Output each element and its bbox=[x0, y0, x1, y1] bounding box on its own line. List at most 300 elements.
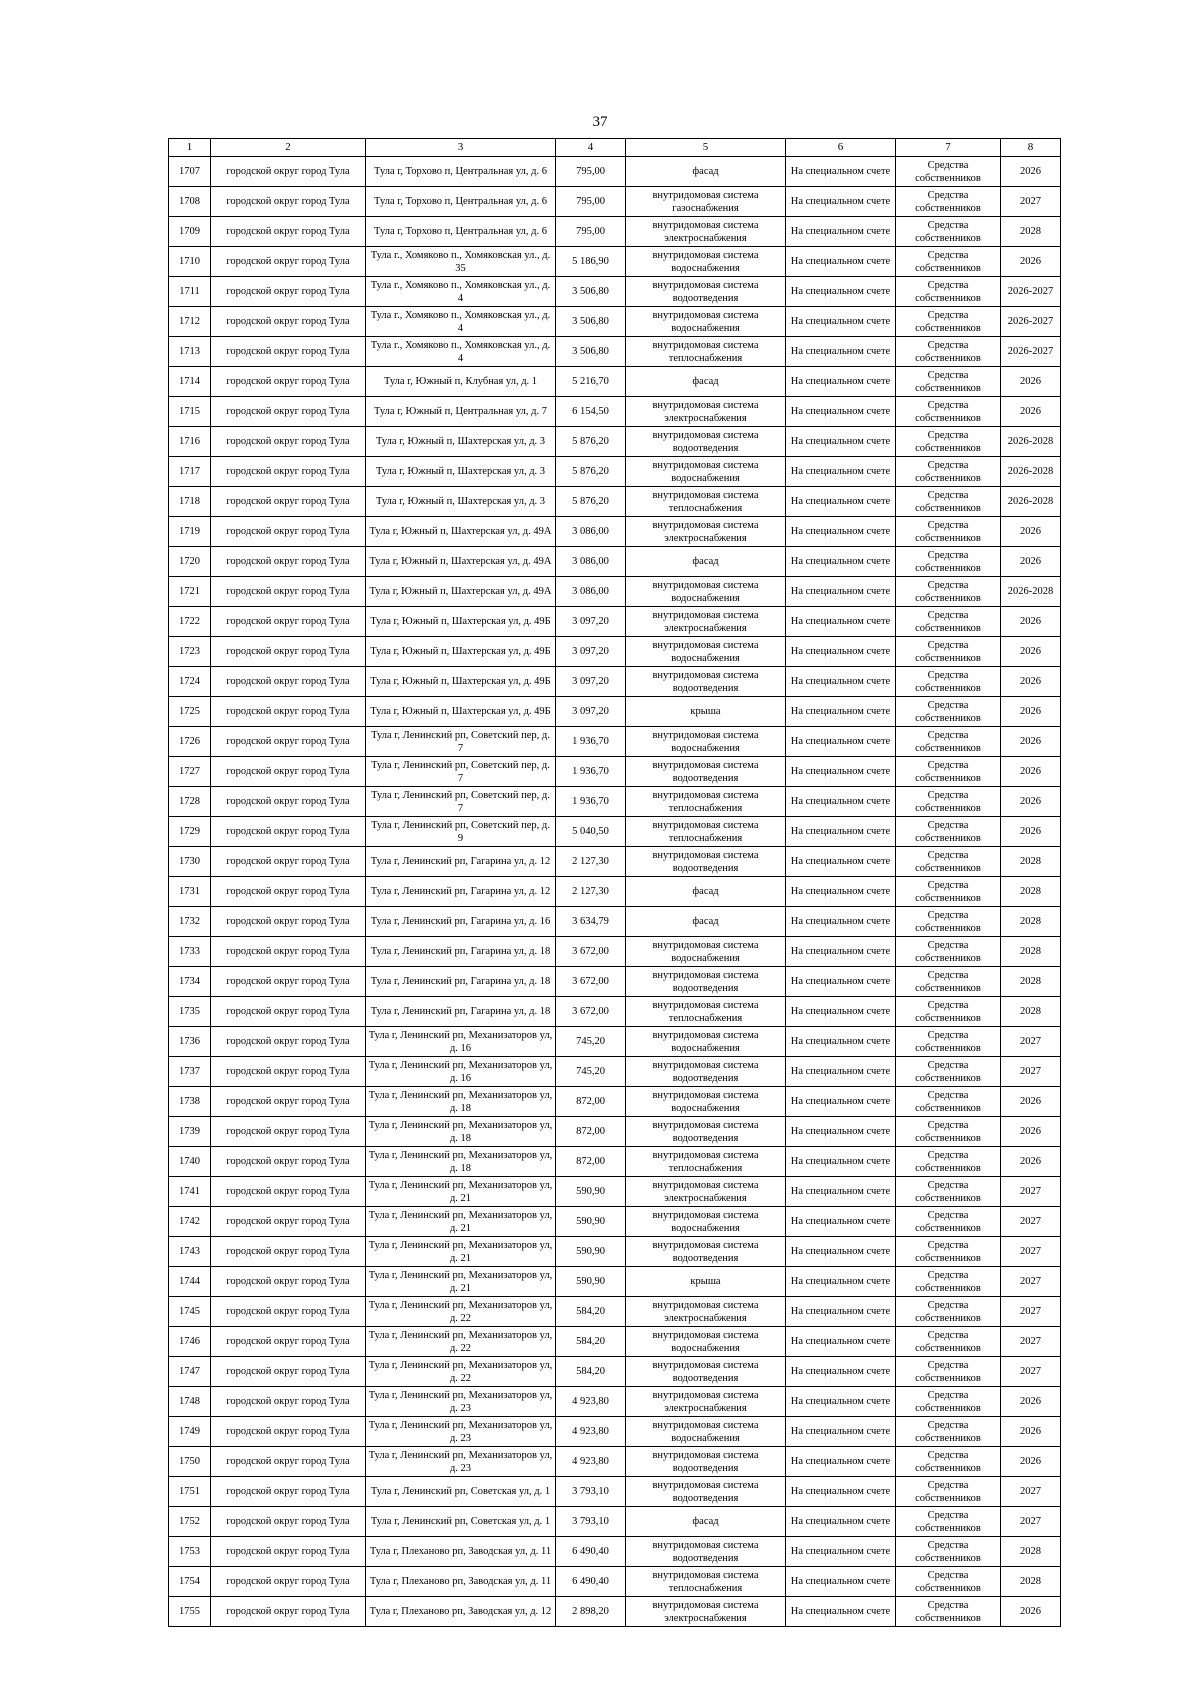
municipality-cell: городской округ город Тула bbox=[211, 937, 366, 967]
fund-account-cell: На специальном счете bbox=[786, 1597, 896, 1627]
address-cell: Тула г, Южный п, Шахтерская ул, д. 3 bbox=[366, 487, 556, 517]
fund-account-cell: На специальном счете bbox=[786, 187, 896, 217]
funding-source-cell: Средства собственников bbox=[896, 1057, 1001, 1087]
total-area-cell: 6 490,40 bbox=[556, 1567, 626, 1597]
funding-source-cell: Средства собственников bbox=[896, 637, 1001, 667]
funding-source-cell: Средства собственников bbox=[896, 787, 1001, 817]
fund-account-cell: На специальном счете bbox=[786, 157, 896, 187]
fund-account-cell: На специальном счете bbox=[786, 667, 896, 697]
funding-source-cell: Средства собственников bbox=[896, 1447, 1001, 1477]
row-number-cell: 1741 bbox=[169, 1177, 211, 1207]
row-number-cell: 1732 bbox=[169, 907, 211, 937]
funding-source-cell: Средства собственников bbox=[896, 877, 1001, 907]
table-row bbox=[169, 1387, 1061, 1417]
municipality-cell: городской округ город Тула bbox=[211, 277, 366, 307]
column-header: 7 bbox=[896, 139, 1001, 157]
table-row bbox=[169, 457, 1061, 487]
municipality-cell: городской округ город Тула bbox=[211, 1357, 366, 1387]
table-row bbox=[169, 337, 1061, 367]
funding-source-cell: Средства собственников bbox=[896, 577, 1001, 607]
funding-source-cell: Средства собственников bbox=[896, 967, 1001, 997]
address-cell: Тула г, Ленинский рп, Советский пер, д. 9 bbox=[366, 817, 556, 847]
total-area-cell: 3 672,00 bbox=[556, 997, 626, 1027]
funding-source-cell: Средства собственников bbox=[896, 1027, 1001, 1057]
row-number-cell: 1734 bbox=[169, 967, 211, 997]
row-number-cell: 1737 bbox=[169, 1057, 211, 1087]
fund-account-cell: На специальном счете bbox=[786, 1567, 896, 1597]
work-type-cell: внутридомовая система водоснабжения bbox=[626, 307, 786, 337]
fund-account-cell: На специальном счете bbox=[786, 457, 896, 487]
address-cell: Тула г., Хомяково п., Хомяковская ул., д. 4 bbox=[366, 277, 556, 307]
planned-period-cell: 2026 bbox=[1001, 397, 1061, 427]
work-type-cell: внутридомовая система водоотведения bbox=[626, 427, 786, 457]
address-cell: Тула г, Южный п, Шахтерская ул, д. 49Б bbox=[366, 667, 556, 697]
planned-period-cell: 2026 bbox=[1001, 607, 1061, 637]
total-area-cell: 4 923,80 bbox=[556, 1417, 626, 1447]
table-row bbox=[169, 1027, 1061, 1057]
address-cell: Тула г, Ленинский рп, Гагарина ул, д. 18 bbox=[366, 937, 556, 967]
municipality-cell: городской округ город Тула bbox=[211, 1057, 366, 1087]
address-cell: Тула г, Южный п, Центральная ул, д. 7 bbox=[366, 397, 556, 427]
total-area-cell: 872,00 bbox=[556, 1117, 626, 1147]
municipality-cell: городской округ город Тула bbox=[211, 547, 366, 577]
table-row bbox=[169, 1417, 1061, 1447]
municipality-cell: городской округ город Тула bbox=[211, 1597, 366, 1627]
planned-period-cell: 2027 bbox=[1001, 1207, 1061, 1237]
funding-source-cell: Средства собственников bbox=[896, 1597, 1001, 1627]
address-cell: Тула г, Южный п, Шахтерская ул, д. 49Б bbox=[366, 607, 556, 637]
row-number-cell: 1754 bbox=[169, 1567, 211, 1597]
work-type-cell: внутридомовая система водоотведения bbox=[626, 1447, 786, 1477]
table-row bbox=[169, 1297, 1061, 1327]
address-cell: Тула г, Ленинский рп, Механизаторов ул, д. 21 bbox=[366, 1177, 556, 1207]
total-area-cell: 584,20 bbox=[556, 1357, 626, 1387]
planned-period-cell: 2026-2027 bbox=[1001, 277, 1061, 307]
table-body bbox=[169, 157, 1061, 1627]
table-row bbox=[169, 157, 1061, 187]
municipality-cell: городской округ город Тула bbox=[211, 1477, 366, 1507]
total-area-cell: 584,20 bbox=[556, 1327, 626, 1357]
work-type-cell: внутридомовая система электроснабжения bbox=[626, 217, 786, 247]
funding-source-cell: Средства собственников bbox=[896, 337, 1001, 367]
row-number-cell: 1722 bbox=[169, 607, 211, 637]
table-row bbox=[169, 1447, 1061, 1477]
work-type-cell: внутридомовая система водоснабжения bbox=[626, 1327, 786, 1357]
planned-period-cell: 2026 bbox=[1001, 697, 1061, 727]
municipality-cell: городской округ город Тула bbox=[211, 607, 366, 637]
row-number-cell: 1715 bbox=[169, 397, 211, 427]
municipality-cell: городской округ город Тула bbox=[211, 1027, 366, 1057]
table-row bbox=[169, 877, 1061, 907]
row-number-cell: 1731 bbox=[169, 877, 211, 907]
municipality-cell: городской округ город Тула bbox=[211, 1237, 366, 1267]
municipality-cell: городской округ город Тула bbox=[211, 187, 366, 217]
total-area-cell: 590,90 bbox=[556, 1267, 626, 1297]
table-row bbox=[169, 397, 1061, 427]
total-area-cell: 3 506,80 bbox=[556, 337, 626, 367]
fund-account-cell: На специальном счете bbox=[786, 937, 896, 967]
work-type-cell: внутридомовая система теплоснабжения bbox=[626, 1147, 786, 1177]
fund-account-cell: На специальном счете bbox=[786, 547, 896, 577]
table-row bbox=[169, 967, 1061, 997]
total-area-cell: 5 040,50 bbox=[556, 817, 626, 847]
total-area-cell: 2 127,30 bbox=[556, 847, 626, 877]
work-type-cell: крыша bbox=[626, 697, 786, 727]
table-row bbox=[169, 847, 1061, 877]
fund-account-cell: На специальном счете bbox=[786, 1177, 896, 1207]
municipality-cell: городской округ город Тула bbox=[211, 1177, 366, 1207]
planned-period-cell: 2026 bbox=[1001, 1417, 1061, 1447]
municipality-cell: городской округ город Тула bbox=[211, 1297, 366, 1327]
municipality-cell: городской округ город Тула bbox=[211, 997, 366, 1027]
fund-account-cell: На специальном счете bbox=[786, 727, 896, 757]
total-area-cell: 3 793,10 bbox=[556, 1507, 626, 1537]
table-row bbox=[169, 997, 1061, 1027]
address-cell: Тула г, Ленинский рп, Гагарина ул, д. 18 bbox=[366, 967, 556, 997]
planned-period-cell: 2028 bbox=[1001, 1537, 1061, 1567]
planned-period-cell: 2026 bbox=[1001, 757, 1061, 787]
work-type-cell: внутридомовая система теплоснабжения bbox=[626, 787, 786, 817]
row-number-cell: 1712 bbox=[169, 307, 211, 337]
funding-source-cell: Средства собственников bbox=[896, 997, 1001, 1027]
work-type-cell: внутридомовая система теплоснабжения bbox=[626, 1567, 786, 1597]
planned-period-cell: 2026-2028 bbox=[1001, 487, 1061, 517]
funding-source-cell: Средства собственников bbox=[896, 727, 1001, 757]
total-area-cell: 745,20 bbox=[556, 1057, 626, 1087]
table-row bbox=[169, 367, 1061, 397]
work-type-cell: внутридомовая система электроснабжения bbox=[626, 607, 786, 637]
fund-account-cell: На специальном счете bbox=[786, 787, 896, 817]
address-cell: Тула г, Плеханово рп, Заводская ул, д. 11 bbox=[366, 1537, 556, 1567]
fund-account-cell: На специальном счете bbox=[786, 217, 896, 247]
address-cell: Тула г, Ленинский рп, Механизаторов ул, д. 16 bbox=[366, 1057, 556, 1087]
row-number-cell: 1738 bbox=[169, 1087, 211, 1117]
total-area-cell: 590,90 bbox=[556, 1207, 626, 1237]
funding-source-cell: Средства собственников bbox=[896, 1477, 1001, 1507]
funding-source-cell: Средства собственников bbox=[896, 217, 1001, 247]
planned-period-cell: 2026 bbox=[1001, 1087, 1061, 1117]
address-cell: Тула г, Ленинский рп, Гагарина ул, д. 12 bbox=[366, 847, 556, 877]
table-row bbox=[169, 247, 1061, 277]
work-type-cell: внутридомовая система водоснабжения bbox=[626, 1027, 786, 1057]
fund-account-cell: На специальном счете bbox=[786, 487, 896, 517]
row-number-cell: 1708 bbox=[169, 187, 211, 217]
address-cell: Тула г, Ленинский рп, Механизаторов ул, д. 18 bbox=[366, 1117, 556, 1147]
fund-account-cell: На специальном счете bbox=[786, 1237, 896, 1267]
funding-source-cell: Средства собственников bbox=[896, 1567, 1001, 1597]
address-cell: Тула г., Хомяково п., Хомяковская ул., д. 4 bbox=[366, 307, 556, 337]
funding-source-cell: Средства собственников bbox=[896, 1087, 1001, 1117]
municipality-cell: городской округ город Тула bbox=[211, 397, 366, 427]
planned-period-cell: 2027 bbox=[1001, 1267, 1061, 1297]
funding-source-cell: Средства собственников bbox=[896, 487, 1001, 517]
planned-period-cell: 2027 bbox=[1001, 1237, 1061, 1267]
municipality-cell: городской округ город Тула bbox=[211, 907, 366, 937]
work-type-cell: внутридомовая система водоснабжения bbox=[626, 937, 786, 967]
funding-source-cell: Средства собственников bbox=[896, 697, 1001, 727]
planned-period-cell: 2027 bbox=[1001, 1297, 1061, 1327]
table-row bbox=[169, 1597, 1061, 1627]
fund-account-cell: На специальном счете bbox=[786, 1297, 896, 1327]
planned-period-cell: 2026 bbox=[1001, 817, 1061, 847]
total-area-cell: 3 506,80 bbox=[556, 277, 626, 307]
funding-source-cell: Средства собственников bbox=[896, 1237, 1001, 1267]
municipality-cell: городской округ город Тула bbox=[211, 1447, 366, 1477]
address-cell: Тула г, Ленинский рп, Гагарина ул, д. 18 bbox=[366, 997, 556, 1027]
municipality-cell: городской округ город Тула bbox=[211, 1207, 366, 1237]
total-area-cell: 5 876,20 bbox=[556, 487, 626, 517]
address-cell: Тула г, Ленинский рп, Механизаторов ул, д. 21 bbox=[366, 1237, 556, 1267]
fund-account-cell: На специальном счете bbox=[786, 1057, 896, 1087]
municipality-cell: городской округ город Тула bbox=[211, 1327, 366, 1357]
municipality-cell: городской округ город Тула bbox=[211, 967, 366, 997]
planned-period-cell: 2026 bbox=[1001, 637, 1061, 667]
fund-account-cell: На специальном счете bbox=[786, 1387, 896, 1417]
table-row bbox=[169, 1537, 1061, 1567]
table-row bbox=[169, 727, 1061, 757]
funding-source-cell: Средства собственников bbox=[896, 367, 1001, 397]
municipality-cell: городской округ город Тула bbox=[211, 247, 366, 277]
municipality-cell: городской округ город Тула bbox=[211, 1537, 366, 1567]
total-area-cell: 3 086,00 bbox=[556, 577, 626, 607]
total-area-cell: 4 923,80 bbox=[556, 1387, 626, 1417]
work-type-cell: внутридомовая система водоотведения bbox=[626, 847, 786, 877]
row-number-cell: 1730 bbox=[169, 847, 211, 877]
municipality-cell: городской округ город Тула bbox=[211, 697, 366, 727]
municipality-cell: городской округ город Тула bbox=[211, 577, 366, 607]
funding-source-cell: Средства собственников bbox=[896, 247, 1001, 277]
row-number-cell: 1746 bbox=[169, 1327, 211, 1357]
address-cell: Тула г, Южный п, Шахтерская ул, д. 49А bbox=[366, 547, 556, 577]
total-area-cell: 5 186,90 bbox=[556, 247, 626, 277]
funding-source-cell: Средства собственников bbox=[896, 397, 1001, 427]
municipality-cell: городской округ город Тула bbox=[211, 667, 366, 697]
fund-account-cell: На специальном счете bbox=[786, 1267, 896, 1297]
work-type-cell: внутридомовая система теплоснабжения bbox=[626, 337, 786, 367]
funding-source-cell: Средства собственников bbox=[896, 907, 1001, 937]
row-number-cell: 1735 bbox=[169, 997, 211, 1027]
fund-account-cell: На специальном счете bbox=[786, 1207, 896, 1237]
address-cell: Тула г, Ленинский рп, Советский пер, д. 7 bbox=[366, 727, 556, 757]
row-number-cell: 1753 bbox=[169, 1537, 211, 1567]
municipality-cell: городской округ город Тула bbox=[211, 1507, 366, 1537]
table-row bbox=[169, 667, 1061, 697]
funding-source-cell: Средства собственников bbox=[896, 547, 1001, 577]
row-number-cell: 1739 bbox=[169, 1117, 211, 1147]
page-number: 37 bbox=[592, 114, 608, 130]
funding-source-cell: Средства собственников bbox=[896, 1387, 1001, 1417]
table-row bbox=[169, 637, 1061, 667]
municipality-cell: городской округ город Тула bbox=[211, 847, 366, 877]
table-row bbox=[169, 1207, 1061, 1237]
table-row bbox=[169, 1507, 1061, 1537]
total-area-cell: 3 506,80 bbox=[556, 307, 626, 337]
planned-period-cell: 2026 bbox=[1001, 1387, 1061, 1417]
fund-account-cell: На специальном счете bbox=[786, 1477, 896, 1507]
work-type-cell: внутридомовая система водоснабжения bbox=[626, 1087, 786, 1117]
column-header: 4 bbox=[556, 139, 626, 157]
table-row bbox=[169, 1117, 1061, 1147]
funding-source-cell: Средства собственников bbox=[896, 1327, 1001, 1357]
fund-account-cell: На специальном счете bbox=[786, 337, 896, 367]
address-cell: Тула г, Плеханово рп, Заводская ул, д. 11 bbox=[366, 1567, 556, 1597]
planned-period-cell: 2028 bbox=[1001, 937, 1061, 967]
total-area-cell: 3 097,20 bbox=[556, 667, 626, 697]
total-area-cell: 3 097,20 bbox=[556, 637, 626, 667]
table-row bbox=[169, 757, 1061, 787]
table-row bbox=[169, 277, 1061, 307]
address-cell: Тула г, Ленинский рп, Советский пер, д. 7 bbox=[366, 787, 556, 817]
address-cell: Тула г, Ленинский рп, Советский пер, д. 7 bbox=[366, 757, 556, 787]
funding-source-cell: Средства собственников bbox=[896, 937, 1001, 967]
total-area-cell: 795,00 bbox=[556, 187, 626, 217]
total-area-cell: 590,90 bbox=[556, 1177, 626, 1207]
table-row bbox=[169, 487, 1061, 517]
row-number-cell: 1747 bbox=[169, 1357, 211, 1387]
total-area-cell: 3 086,00 bbox=[556, 517, 626, 547]
address-cell: Тула г, Торхово п, Центральная ул, д. 6 bbox=[366, 187, 556, 217]
row-number-cell: 1709 bbox=[169, 217, 211, 247]
address-cell: Тула г, Ленинский рп, Советская ул, д. 1 bbox=[366, 1507, 556, 1537]
fund-account-cell: На специальном счете bbox=[786, 967, 896, 997]
address-cell: Тула г, Южный п, Шахтерская ул, д. 49Б bbox=[366, 637, 556, 667]
funding-source-cell: Средства собственников bbox=[896, 1417, 1001, 1447]
total-area-cell: 5 876,20 bbox=[556, 427, 626, 457]
work-type-cell: внутридомовая система водоснабжения bbox=[626, 1417, 786, 1447]
row-number-cell: 1718 bbox=[169, 487, 211, 517]
work-type-cell: внутридомовая система водоснабжения bbox=[626, 637, 786, 667]
table-row bbox=[169, 307, 1061, 337]
planned-period-cell: 2026 bbox=[1001, 1147, 1061, 1177]
row-number-cell: 1717 bbox=[169, 457, 211, 487]
column-header: 2 bbox=[211, 139, 366, 157]
municipality-cell: городской округ город Тула bbox=[211, 157, 366, 187]
column-header: 1 bbox=[169, 139, 211, 157]
fund-account-cell: На специальном счете bbox=[786, 427, 896, 457]
row-number-cell: 1719 bbox=[169, 517, 211, 547]
row-number-cell: 1750 bbox=[169, 1447, 211, 1477]
total-area-cell: 6 490,40 bbox=[556, 1537, 626, 1567]
fund-account-cell: На специальном счете bbox=[786, 697, 896, 727]
fund-account-cell: На специальном счете bbox=[786, 1507, 896, 1537]
planned-period-cell: 2027 bbox=[1001, 1027, 1061, 1057]
municipality-cell: городской округ город Тула bbox=[211, 427, 366, 457]
municipality-cell: городской округ город Тула bbox=[211, 1567, 366, 1597]
address-cell: Тула г, Южный п, Шахтерская ул, д. 49А bbox=[366, 577, 556, 607]
address-cell: Тула г, Южный п, Шахтерская ул, д. 49Б bbox=[366, 697, 556, 727]
work-type-cell: внутридомовая система электроснабжения bbox=[626, 1597, 786, 1627]
funding-source-cell: Средства собственников bbox=[896, 517, 1001, 547]
work-type-cell: внутридомовая система водоотведения bbox=[626, 667, 786, 697]
table-row bbox=[169, 187, 1061, 217]
fund-account-cell: На специальном счете bbox=[786, 607, 896, 637]
planned-period-cell: 2027 bbox=[1001, 1177, 1061, 1207]
work-type-cell: внутридомовая система водоотведения bbox=[626, 1057, 786, 1087]
funding-source-cell: Средства собственников bbox=[896, 457, 1001, 487]
funding-source-cell: Средства собственников bbox=[896, 847, 1001, 877]
fund-account-cell: На специальном счете bbox=[786, 1117, 896, 1147]
funding-source-cell: Средства собственников bbox=[896, 1357, 1001, 1387]
work-type-cell: внутридомовая система электроснабжения bbox=[626, 1297, 786, 1327]
total-area-cell: 5 876,20 bbox=[556, 457, 626, 487]
work-type-cell: фасад bbox=[626, 157, 786, 187]
table-row bbox=[169, 1357, 1061, 1387]
planned-period-cell: 2027 bbox=[1001, 1357, 1061, 1387]
address-cell: Тула г, Торхово п, Центральная ул, д. 6 bbox=[366, 157, 556, 187]
work-type-cell: крыша bbox=[626, 1267, 786, 1297]
address-cell: Тула г, Торхово п, Центральная ул, д. 6 bbox=[366, 217, 556, 247]
municipality-cell: городской округ город Тула bbox=[211, 727, 366, 757]
total-area-cell: 1 936,70 bbox=[556, 787, 626, 817]
planned-period-cell: 2026 bbox=[1001, 247, 1061, 277]
column-header: 6 bbox=[786, 139, 896, 157]
row-number-cell: 1713 bbox=[169, 337, 211, 367]
work-type-cell: внутридомовая система газоснабжения bbox=[626, 187, 786, 217]
address-cell: Тула г, Ленинский рп, Механизаторов ул, д. 21 bbox=[366, 1267, 556, 1297]
funding-source-cell: Средства собственников bbox=[896, 187, 1001, 217]
row-number-cell: 1711 bbox=[169, 277, 211, 307]
work-type-cell: внутридомовая система водоснабжения bbox=[626, 247, 786, 277]
work-type-cell: внутридомовая система водоотведения bbox=[626, 1537, 786, 1567]
total-area-cell: 3 097,20 bbox=[556, 697, 626, 727]
municipality-cell: городской округ город Тула bbox=[211, 1387, 366, 1417]
address-cell: Тула г., Хомяково п., Хомяковская ул., д. 35 bbox=[366, 247, 556, 277]
municipality-cell: городской округ город Тула bbox=[211, 637, 366, 667]
planned-period-cell: 2026 bbox=[1001, 787, 1061, 817]
table-row bbox=[169, 1237, 1061, 1267]
row-number-cell: 1729 bbox=[169, 817, 211, 847]
planned-period-cell: 2028 bbox=[1001, 217, 1061, 247]
planned-period-cell: 2027 bbox=[1001, 1057, 1061, 1087]
municipality-cell: городской округ город Тула bbox=[211, 367, 366, 397]
planned-period-cell: 2027 bbox=[1001, 1327, 1061, 1357]
work-type-cell: внутридомовая система водоотведения bbox=[626, 757, 786, 787]
table-row bbox=[169, 1477, 1061, 1507]
planned-period-cell: 2028 bbox=[1001, 997, 1061, 1027]
address-cell: Тула г, Ленинский рп, Механизаторов ул, д. 22 bbox=[366, 1357, 556, 1387]
address-cell: Тула г, Ленинский рп, Гагарина ул, д. 12 bbox=[366, 877, 556, 907]
fund-account-cell: На специальном счете bbox=[786, 277, 896, 307]
funding-source-cell: Средства собственников bbox=[896, 427, 1001, 457]
table-row bbox=[169, 217, 1061, 247]
work-type-cell: внутридомовая система водоотведения bbox=[626, 1117, 786, 1147]
municipality-cell: городской округ город Тула bbox=[211, 1147, 366, 1177]
address-cell: Тула г, Ленинский рп, Механизаторов ул, д. 23 bbox=[366, 1387, 556, 1417]
row-number-cell: 1725 bbox=[169, 697, 211, 727]
planned-period-cell: 2026-2028 bbox=[1001, 427, 1061, 457]
row-number-cell: 1720 bbox=[169, 547, 211, 577]
total-area-cell: 1 936,70 bbox=[556, 757, 626, 787]
planned-period-cell: 2026 bbox=[1001, 157, 1061, 187]
work-type-cell: фасад bbox=[626, 547, 786, 577]
planned-period-cell: 2028 bbox=[1001, 847, 1061, 877]
total-area-cell: 1 936,70 bbox=[556, 727, 626, 757]
fund-account-cell: На специальном счете bbox=[786, 877, 896, 907]
table-row bbox=[169, 937, 1061, 967]
table-row bbox=[169, 697, 1061, 727]
fund-account-cell: На специальном счете bbox=[786, 1147, 896, 1177]
address-cell: Тула г, Ленинский рп, Механизаторов ул, д. 22 bbox=[366, 1327, 556, 1357]
table-row bbox=[169, 577, 1061, 607]
planned-period-cell: 2026 bbox=[1001, 727, 1061, 757]
total-area-cell: 872,00 bbox=[556, 1147, 626, 1177]
address-cell: Тула г, Ленинский рп, Механизаторов ул, д. 16 bbox=[366, 1027, 556, 1057]
fund-account-cell: На специальном счете bbox=[786, 367, 896, 397]
address-cell: Тула г, Южный п, Клубная ул, д. 1 bbox=[366, 367, 556, 397]
planned-period-cell: 2026 bbox=[1001, 547, 1061, 577]
work-type-cell: внутридомовая система водоотведения bbox=[626, 277, 786, 307]
fund-account-cell: На специальном счете bbox=[786, 577, 896, 607]
